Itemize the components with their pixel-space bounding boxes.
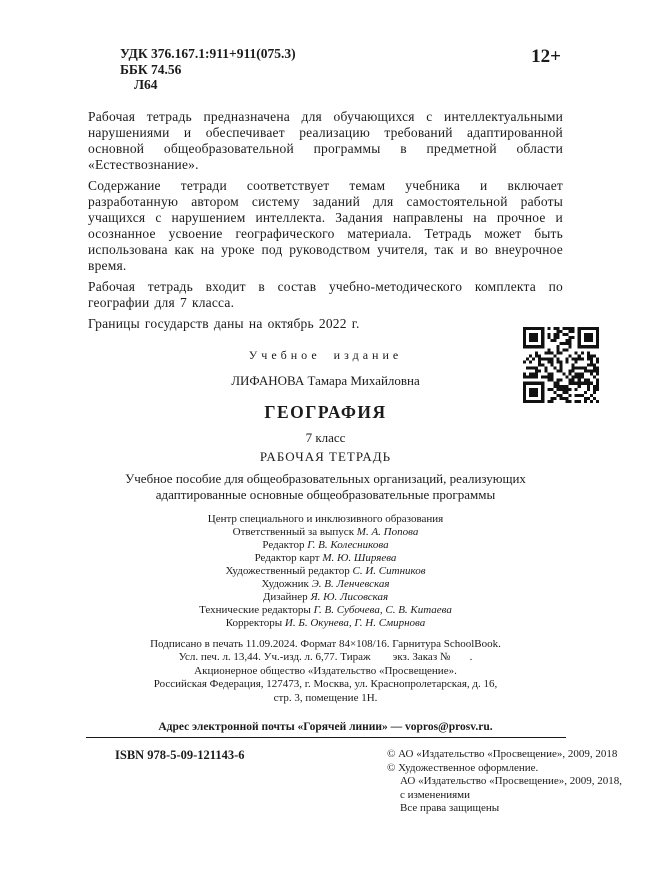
age-rating-mark: 12+ xyxy=(531,46,561,67)
annotation-paragraph-4: Границы государств даны на октябрь 2022 г. xyxy=(88,315,360,331)
edition-block xyxy=(88,348,563,504)
annotation-block xyxy=(88,109,563,332)
copyright-line: © Художественное оформление. xyxy=(387,761,539,774)
footer xyxy=(115,748,622,816)
edition-description: Учебное пособие для общеобразовательных организаций, реализующих адаптированные основные общеобразовательные программы xyxy=(125,470,526,502)
hotline-label: Адрес электронной почты «Горячей линии» — xyxy=(158,721,406,733)
book-subtitle: РАБОЧАЯ ТЕТРАДЬ xyxy=(259,448,392,464)
staff-line: Редактор Г. В. Колесникова xyxy=(262,538,389,551)
staff-line: Художник Э. В. Ленчевская xyxy=(261,577,390,590)
staff-line: Ответственный за выпуск М. А. Попова xyxy=(232,525,419,538)
author-name: ЛИФАНОВА Тамара Михайловна xyxy=(231,372,420,388)
footer-divider xyxy=(86,737,566,738)
staff-line: Редактор карт М. Ю. Ширяева xyxy=(254,551,397,564)
book-code: Л64 xyxy=(134,77,158,92)
print-line-2: Усл. печ. л. 13,44. Уч.-изд. л. 6,77. Тираж экз. Заказ № . xyxy=(178,651,473,663)
classification-header xyxy=(88,46,563,93)
qr-code xyxy=(523,327,599,403)
bbk-line: ББК 74.56 xyxy=(120,61,182,77)
hotline-email: vopros@prosv.ru xyxy=(405,721,490,733)
publisher-address-2: стр. 3, помещение 1Н. xyxy=(273,691,378,704)
copyright-block xyxy=(387,748,622,816)
udc-block xyxy=(120,46,296,93)
book-title: ГЕОГРАФИЯ xyxy=(264,401,387,422)
annotation-paragraph-2: Содержание тетради соответствует темам учебника и включает разработанную автором систему заданий для самостоятельной работы учащихся с нарушением интеллекта. Задания направлены на прочное и осознанное усвоение географического материала. Тетрадь может быть использована как на уроке под руководством учителя, так и во внеурочное время. xyxy=(88,177,563,273)
print-line-1: Подписано в печать 11.09.2024. Формат 84×108/16. Гарнитура SchoolBook. xyxy=(150,637,501,650)
copyright-line: Все права защищены xyxy=(400,802,500,814)
copyright-line: АО «Издательство «Просвещение», 2009, 2018, xyxy=(400,775,622,787)
edition-kind: Учебное издание xyxy=(248,347,403,362)
staff-credits xyxy=(88,513,563,630)
copyright-line: с изменениями xyxy=(400,788,471,801)
annotation-paragraph-3: Рабочая тетрадь входит в состав учебно-методического комплекта по географии для 7 класса. xyxy=(88,278,563,310)
udk-line: УДК 376.167.1:911+911(075.3) xyxy=(120,46,296,61)
staff-line: Корректоры И. Б. Окунева, Г. Н. Смирнова xyxy=(225,616,426,629)
staff-dept: Центр специального и инклюзивного образования xyxy=(207,512,444,525)
grade-label: 7 класс xyxy=(305,429,346,445)
hotline-email-line: Адрес электронной почты «Горячей линии» — vopros@prosv.ru. xyxy=(158,721,493,733)
staff-line: Дизайнер Я. Ю. Лисовская xyxy=(262,590,389,603)
staff-line: Технические редакторы Г. В. Субочева, С. В. Китаева xyxy=(199,603,452,616)
print-imprint xyxy=(88,638,563,706)
staff-line: Художественный редактор С. И. Ситников xyxy=(225,564,426,577)
copyright-line: © АО «Издательство «Просвещение», 2009, 2018 xyxy=(387,748,618,760)
isbn: ISBN 978-5-09-121143-6 xyxy=(115,748,245,762)
publisher-line: Акционерное общество «Издательство «Просвещение». xyxy=(194,664,457,677)
publisher-address-1: Российская Федерация, 127473, г. Москва, ул. Краснопролетарская, д. 16, xyxy=(153,678,498,690)
annotation-paragraph-1: Рабочая тетрадь предназначена для обучающихся с интеллектуальными нарушениями и обеспечивает реализацию требований адаптированной основной общеобразовательной программы в предметной области «Естествознание». xyxy=(88,108,563,172)
